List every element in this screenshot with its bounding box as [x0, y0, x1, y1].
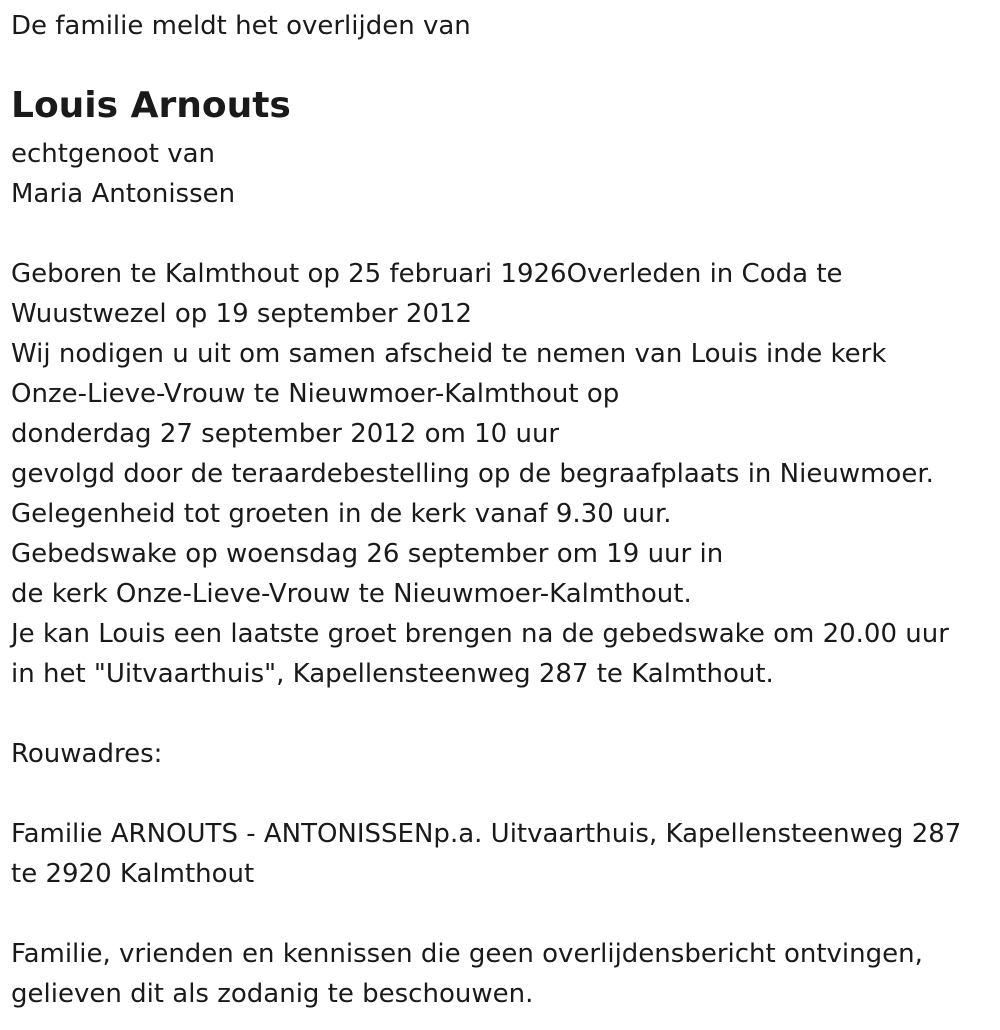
spouse-block — [11, 134, 235, 214]
rouwadres-address — [11, 814, 961, 894]
details-line: Gebedswake op woensdag 26 september om 19 uur in — [11, 539, 724, 569]
details-line: Geboren te Kalmthout op 25 februari 1926Overleden in Coda te — [11, 259, 843, 289]
deceased-name: Louis Arnouts — [11, 85, 291, 126]
details-line: Gelegenheid tot groeten in de kerk vanaf 9.30 uur. — [11, 499, 672, 529]
details-line: gevolgd door de teraardebestelling op de begraafplaats in Nieuwmoer. — [11, 459, 934, 489]
details-line: Wuustwezel op 19 september 2012 — [11, 299, 473, 329]
closing-line: Familie, vrienden en kennissen die geen overlijdensbericht ontvingen, — [11, 939, 923, 969]
address-line: te 2920 Kalmthout — [11, 859, 255, 889]
details-line: in het "Uitvaarthuis", Kapellensteenweg 287 te Kalmthout. — [11, 659, 774, 689]
intro-text: De familie meldt het overlijden van — [11, 11, 471, 41]
details-line: Wij nodigen u uit om samen afscheid te nemen van Louis inde kerk — [11, 339, 887, 369]
rouwadres-label: Rouwadres: — [11, 739, 163, 769]
spouse-name: Maria Antonissen — [11, 179, 236, 209]
details-line: donderdag 27 september 2012 om 10 uur — [11, 419, 560, 449]
closing-line: gelieven dit als zodanig te beschouwen. — [11, 979, 534, 1009]
closing-note — [11, 934, 923, 1014]
address-line: Familie ARNOUTS - ANTONISSENp.a. Uitvaarthuis, Kapellensteenweg 287 — [11, 819, 962, 849]
details-line: Onze-Lieve-Vrouw te Nieuwmoer-Kalmthout op — [11, 379, 620, 409]
spouse-label: echtgenoot van — [11, 139, 216, 169]
funeral-details — [11, 254, 949, 694]
details-line: Je kan Louis een laatste groet brengen na de gebedswake om 20.00 uur — [11, 619, 949, 649]
details-line: de kerk Onze-Lieve-Vrouw te Nieuwmoer-Kalmthout. — [11, 579, 692, 609]
